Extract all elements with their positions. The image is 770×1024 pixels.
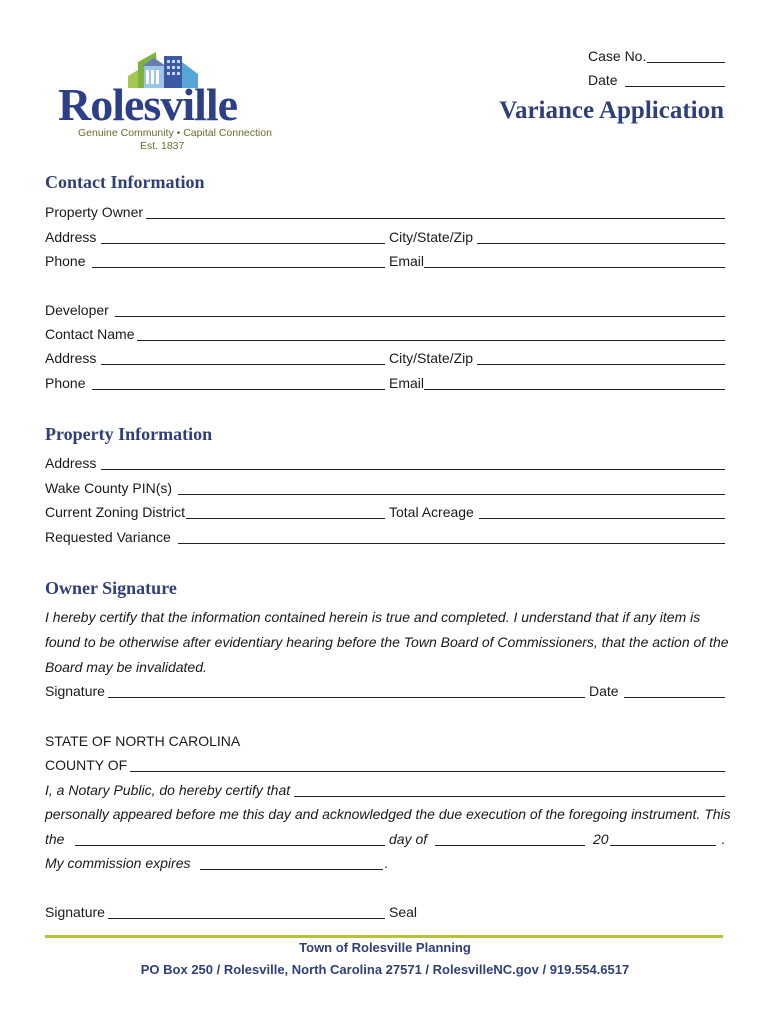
zoning-label: Current Zoning District [45,504,186,520]
notary-name-field[interactable] [294,782,725,797]
footer-rule [45,935,723,938]
seal-label: Seal [389,904,418,920]
pin-label: Wake County PIN(s) [45,480,173,496]
dev-address-label: Address [45,350,97,366]
acreage-field[interactable] [479,504,725,519]
logo-established: Est. 1837 [140,140,185,152]
dev-email-field[interactable] [424,375,725,390]
footer-org: Town of Rolesville Planning [299,940,471,955]
contact-name-field[interactable] [137,326,725,341]
notary-day-field[interactable] [75,831,385,846]
acreage-label: Total Acreage [389,504,474,520]
owner-date-label: Date [589,683,619,699]
commission-period: . [384,855,388,871]
property-heading: Property Information [45,424,213,444]
property-address-label: Address [45,455,97,471]
dev-address-field[interactable] [101,350,385,365]
dev-phone-field[interactable] [92,375,385,390]
the-label: the [45,831,65,847]
owner-city-label: City/State/Zip [389,229,474,245]
year-prefix-label: 20 [593,831,609,847]
notary-signature-label: Signature [45,904,105,920]
footer-address: PO Box 250 / Rolesville, North Carolina 27571 / RolesvilleNC.gov / 919.554.6517 [140,962,630,977]
contact-heading: Contact Information [45,172,205,192]
header-date-field[interactable] [625,72,725,87]
commission-field[interactable] [200,855,383,870]
owner-city-field[interactable] [477,229,725,244]
variance-field[interactable] [178,529,725,544]
state-text: STATE OF NORTH CAROLINA [45,733,241,749]
notary-month-field[interactable] [435,831,585,846]
certify-text-3: Board may be invalidated. [45,659,207,675]
contact-name-label: Contact Name [45,326,135,342]
owner-address-field[interactable] [101,229,385,244]
dev-city-label: City/State/Zip [389,350,474,366]
owner-phone-label: Phone [45,253,86,269]
certify-text-1: I hereby certify that the information contained herein is true and completed. I understand that if any item is [45,609,701,625]
property-owner-field[interactable] [146,204,725,219]
dev-phone-label: Phone [45,375,86,391]
day-of-label: day of [389,831,428,847]
owner-email-field[interactable] [424,253,725,268]
page-title: Variance Application [499,97,724,124]
town-logo [58,48,273,150]
owner-phone-field[interactable] [92,253,385,268]
property-owner-label: Property Owner [45,204,144,220]
zoning-field[interactable] [186,504,385,519]
certify-text-2: found to be otherwise after evidentiary hearing before the Town Board of Commissioners, that the action of the [45,634,729,650]
variance-label: Requested Variance [45,529,171,545]
county-label: COUNTY OF [45,757,128,773]
owner-signature-label: Signature [45,683,105,699]
appeared-text: personally appeared before me this day and acknowledged the due execution of the foregoing instrument. This [45,806,731,822]
owner-signature-field[interactable] [108,683,585,698]
notary-certify-label: I, a Notary Public, do hereby certify that [45,782,291,798]
county-field[interactable] [130,757,725,772]
notary-year-field[interactable] [610,831,716,846]
owner-date-field[interactable] [624,683,725,698]
developer-label: Developer [45,302,109,318]
commission-label: My commission expires [45,855,191,871]
logo-wordmark: Rolesville [58,79,238,130]
owner-email-label: Email [389,253,425,269]
property-address-field[interactable] [101,455,725,470]
dev-city-field[interactable] [477,350,725,365]
pin-field[interactable] [178,480,725,495]
owner-address-label: Address [45,229,97,245]
case-no-label: Case No. [588,48,647,64]
logo-tagline: Genuine Community • Capital Connection [78,127,272,139]
owner-signature-heading: Owner Signature [45,578,177,598]
developer-field[interactable] [115,302,725,317]
notary-period: . [721,831,725,847]
notary-signature-field[interactable] [108,904,385,919]
date-label: Date [588,72,618,88]
case-no-field[interactable] [647,48,725,63]
dev-email-label: Email [389,375,425,391]
